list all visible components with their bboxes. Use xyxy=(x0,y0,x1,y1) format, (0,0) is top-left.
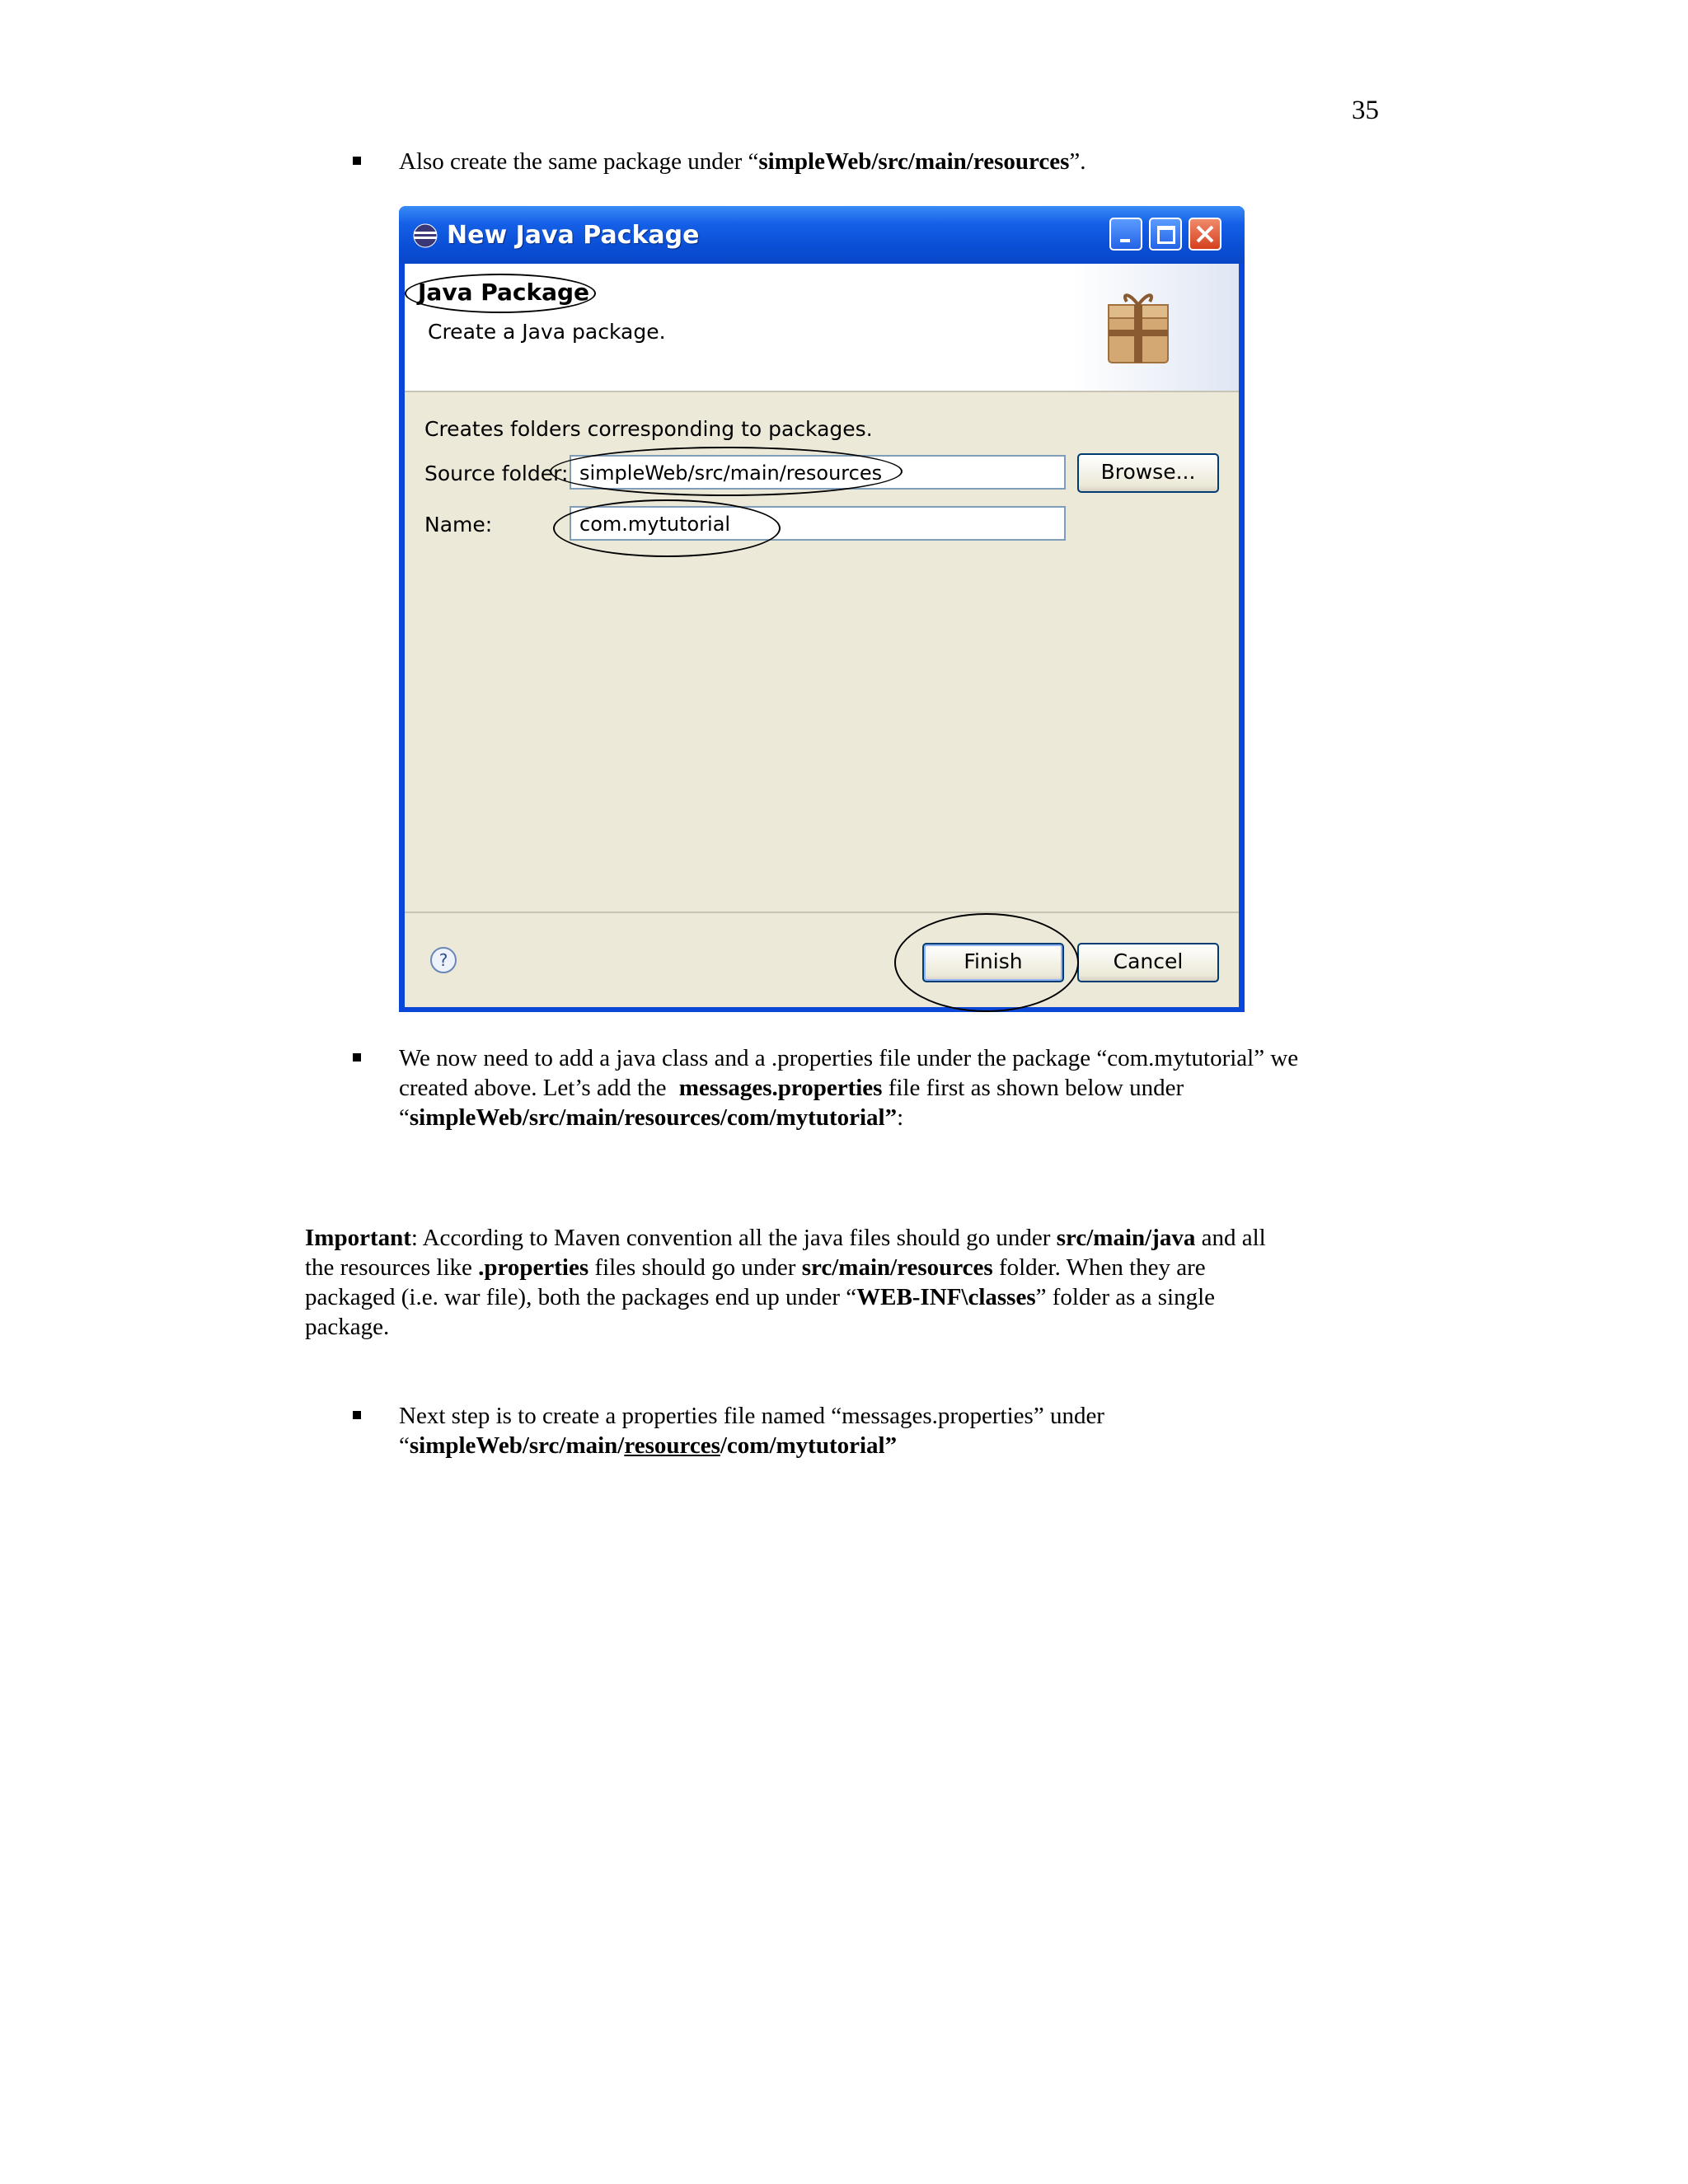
text-line xyxy=(399,1073,1298,1103)
minimize-button[interactable] xyxy=(1109,218,1142,251)
text-segment: ” folder as a single xyxy=(1035,1284,1216,1310)
cancel-button[interactable]: Cancel xyxy=(1077,943,1219,982)
path-bold: src/main/java xyxy=(1056,1225,1196,1251)
minimize-icon xyxy=(1120,239,1130,242)
text-line: Next step is to create a properties file named “messages.properties” under xyxy=(399,1403,1104,1429)
text-line: We now need to add a java class and a .properties file under the package “com.mytutorial” we xyxy=(399,1045,1299,1071)
bullet-marker xyxy=(353,1411,361,1419)
wizard-subtitle: Create a Java package. xyxy=(428,320,666,344)
wizard-header xyxy=(405,264,1239,392)
name-label: Name: xyxy=(424,513,493,537)
text-segment: “ xyxy=(399,1432,410,1459)
text-segment: and all xyxy=(1195,1225,1266,1251)
text-segment: : According to Maven convention all the java files should go under xyxy=(410,1225,1057,1251)
text-segment: Also create the same package under “ xyxy=(399,148,759,175)
text-segment: files should go under xyxy=(588,1254,802,1281)
text-line: package. xyxy=(305,1314,390,1340)
text-line xyxy=(305,1223,1266,1253)
description-label: Creates folders corresponding to packages. xyxy=(424,417,873,441)
path-bold: simpleWeb/src/main/resources xyxy=(758,148,1070,175)
eclipse-icon xyxy=(412,223,438,249)
text-line xyxy=(305,1282,1266,1312)
dialog-titlebar[interactable] xyxy=(399,206,1245,264)
browse-button[interactable]: Browse... xyxy=(1077,453,1219,493)
text-line xyxy=(305,1253,1266,1282)
filename-bold: messages.properties xyxy=(678,1075,883,1101)
text-segment: created above. Let’s add the xyxy=(399,1075,673,1101)
text-segment: the resources like xyxy=(305,1254,479,1281)
path-bold: WEB-INF\classes xyxy=(856,1284,1036,1310)
source-folder-label: Source folder: xyxy=(424,462,569,485)
text-segment: /com/mytutorial” xyxy=(720,1432,898,1459)
package-name-input[interactable]: com.mytutorial xyxy=(570,506,1066,541)
help-glyph: ? xyxy=(438,950,448,970)
dialog-title: New Java Package xyxy=(447,221,700,250)
text-segment: : xyxy=(897,1104,904,1131)
text-segment: file first as shown below under xyxy=(882,1075,1184,1101)
text-line xyxy=(399,1431,1104,1460)
text-segment: “ xyxy=(399,1104,410,1131)
button-bar-separator xyxy=(405,912,1239,913)
dialog-client-area xyxy=(405,264,1239,1007)
bullet-text-3 xyxy=(399,1401,1104,1460)
new-java-package-dialog xyxy=(399,206,1245,1012)
path-bold: simpleWeb/src/main/resources/com/mytutorial” xyxy=(409,1104,898,1131)
path-bold xyxy=(410,1432,897,1459)
wizard-title: Java Package xyxy=(418,279,590,306)
path-bold: src/main/resources xyxy=(801,1254,993,1281)
important-paragraph xyxy=(305,1223,1266,1342)
package-icon xyxy=(1097,280,1179,371)
important-label: Important xyxy=(305,1225,411,1251)
bullet-marker xyxy=(353,157,361,165)
bullet-text-1 xyxy=(399,147,1086,176)
maximize-button[interactable] xyxy=(1149,218,1182,251)
page-number: 35 xyxy=(1352,96,1379,125)
underlined-segment: resources xyxy=(624,1432,720,1459)
text-segment: packaged (i.e. war file), both the packages end up under “ xyxy=(305,1284,857,1310)
help-icon[interactable] xyxy=(429,946,457,974)
bullet-marker xyxy=(353,1053,361,1062)
text-segment: ”. xyxy=(1069,148,1086,175)
close-button[interactable] xyxy=(1189,218,1221,251)
source-folder-input[interactable]: simpleWeb/src/main/resources xyxy=(570,455,1066,490)
text-segment: folder. When they are xyxy=(992,1254,1206,1281)
finish-button[interactable]: Finish xyxy=(922,943,1064,982)
maximize-icon xyxy=(1157,226,1175,244)
text-line xyxy=(399,1103,1298,1132)
close-icon xyxy=(1190,219,1220,249)
text-segment: simpleWeb/src/main/ xyxy=(409,1432,625,1459)
bullet-text-2 xyxy=(399,1043,1298,1132)
path-bold: .properties xyxy=(478,1254,589,1281)
